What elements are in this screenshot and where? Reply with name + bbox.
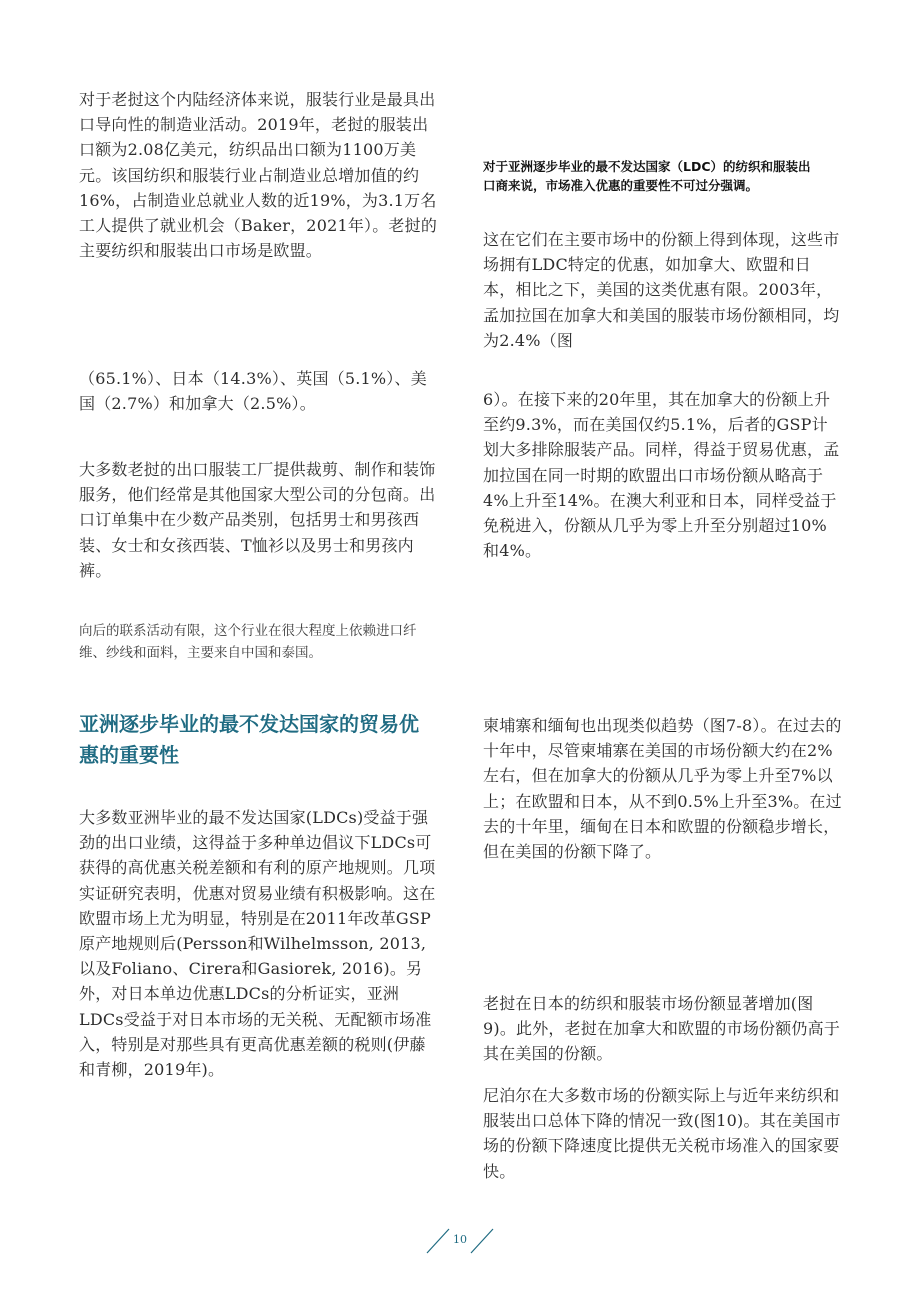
page-number: 10	[453, 1233, 467, 1246]
right-paragraph-3: 柬埔寨和缅甸也出现类似趋势（图7-8）。在过去的十年中，尽管柬埔寨在美国的市场份额大约在2%左右，但在加拿大的份额从几乎为零上升至7%以上；在欧盟和日本，从不到0.5%上升至3%。在过去的十年里，缅甸在日本和欧盟的份额稳步增长，但在美国的份额下降了。	[483, 716, 842, 862]
section-heading: 亚洲逐步毕业的最不发达国家的贸易优惠的重要性	[79, 712, 419, 767]
left-paragraph-5: 大多数亚洲毕业的最不发达国家(LDCs)受益于强劲的出口业绩，这得益于多种单边倡议下LDCs可获得的高优惠关税差额和有利的原产地规则。几项实证研究表明，优惠对贸易业绩有积极影响。这在欧盟市场上尤为明显，特别是在2011年改革GSP原产地规则后(Persson和Wilhelmsson, 2013, 以及Foliano、Cirera和Gasiorek, 2016)。另外，对日本单边优惠LDCs的分析证实，亚洲LDCs受益于对日本市场的无关税、无配额市场准入，特别是对那些具有更高优惠差额的税则(伊藤和青柳，2019年)。	[79, 808, 436, 1080]
left-paragraph-3: 大多数老挝的出口服装工厂提供裁剪、制作和装饰服务，他们经常是其他国家大型公司的分包商。出口订单集中在少数产品类别，包括男士和男孩西装、女士和女孩西装、T恤衫以及男士和男孩内裤。	[79, 460, 436, 580]
left-paragraph-2: （65.1%）、日本（14.3%）、英国（5.1%）、美国（2.7%）和加拿大（2.5%）。	[79, 369, 427, 414]
right-paragraph-5: 尼泊尔在大多数市场的份额实际上与近年来纺织和服装出口总体下降的情况一致(图10)。其在美国市场的份额下降速度比提供无关税市场准入的国家要快。	[483, 1086, 841, 1181]
left-paragraph-4: 向后的联系活动有限，这个行业在很大程度上依赖进口纤维、纱线和面料，主要来自中国和泰国。	[79, 623, 417, 661]
callout-quote: 对于亚洲逐步毕业的最不发达国家（LDC）的纺织和服装出口商来说，市场准入优惠的重要性不可过分强调。	[483, 159, 811, 193]
right-paragraph-4: 老挝在日本的纺织和服装市场份额显著增加(图9)。此外，老挝在加拿大和欧盟的市场份额仍高于其在美国的份额。	[483, 994, 841, 1064]
right-paragraph-2: 6）。在接下来的20年里，其在加拿大的份额上升至约9.3%，而在美国仅约5.1%，后者的GSP计划大多排除服装产品。同样，得益于贸易优惠，孟加拉国在同一时期的欧盟出口市场份额从略高于4%上升至14%。在澳大利亚和日本，同样受益于免税进入，份额从几乎为零上升至分别超过10%和4%。	[483, 390, 840, 561]
page-number-ornament	[425, 1226, 495, 1256]
left-paragraph-1: 对于老挝这个内陆经济体来说，服装行业是最具出口导向性的制造业活动。2019年，老挝的服装出口额为2.08亿美元，纺织品出口额为1100万美元。该国纺织和服装行业占制造业总增加值的约16%，占制造业总就业人数的近19%，为3.1万名工人提供了就业机会（Baker，2021年）。老挝的主要纺织和服装出口市场是欧盟。	[79, 90, 438, 261]
right-paragraph-1: 这在它们在主要市场中的份额上得到体现，这些市场拥有LDC特定的优惠，如加拿大、欧盟和日本，相比之下，美国的这类优惠有限。2003年，孟加拉国在加拿大和美国的服装市场份额相同，均为2.4%（图	[483, 230, 840, 350]
